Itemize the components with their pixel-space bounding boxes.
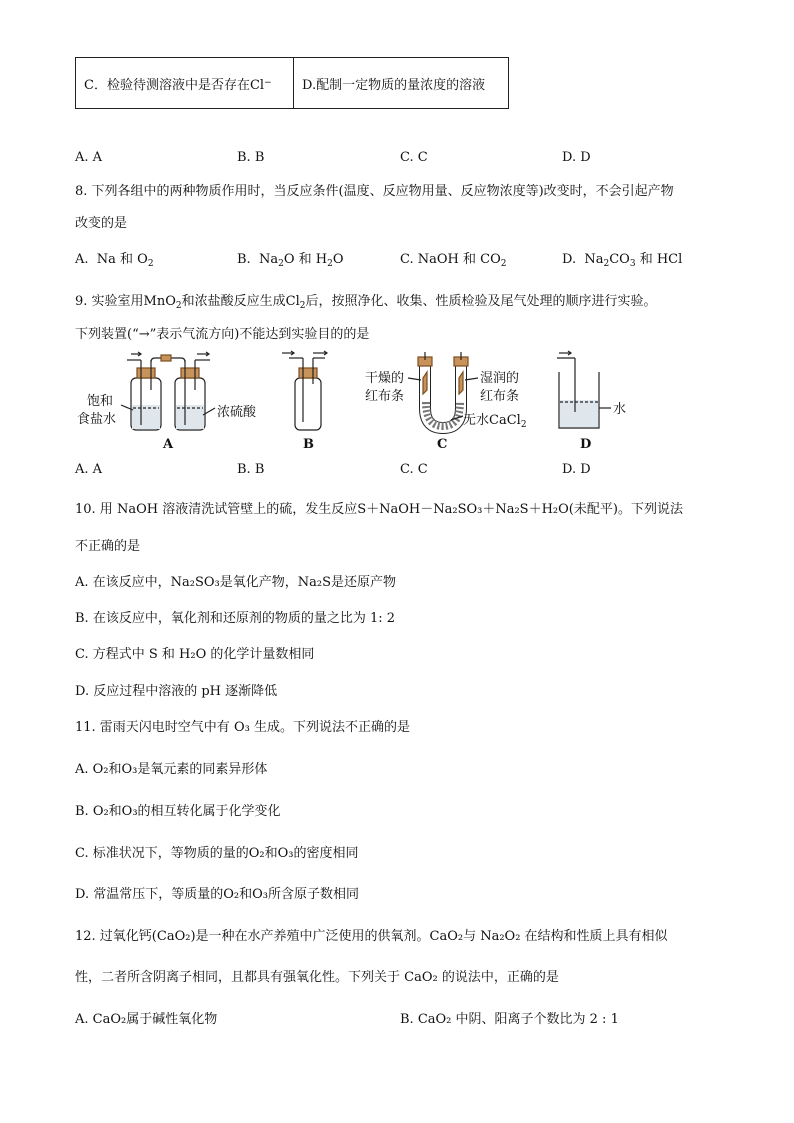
q8-option-a: [75, 248, 154, 267]
q9-l1-b: 和浓盐酸反应生成Cl: [181, 294, 300, 309]
q8-b-label: B.: [237, 252, 251, 267]
q11-option-b: B. O₂和O₃的相互转化属于化学变化: [75, 804, 281, 819]
q9-l1-s2: 2: [299, 301, 306, 311]
q8-option-d: [562, 248, 682, 267]
q8-d-t1: Na: [584, 252, 604, 267]
q9-l1-a: 9. 实验室用MnO: [75, 294, 176, 309]
q8-d-label: D.: [562, 252, 577, 267]
apparatus-a: [121, 352, 215, 430]
q10-stem-line1: [75, 498, 683, 517]
q9-option-a: A. A: [75, 462, 103, 477]
q10-option-c: C. 方程式中 S 和 H₂O 的化学计量数相同: [75, 647, 315, 662]
label-c-bottom: [463, 412, 527, 430]
q7-option-b: B. B: [237, 150, 265, 165]
q9-l1-s1: 2: [175, 301, 182, 311]
q10-option-b: B. 在该反应中，氧化剂和还原剂的物质的量之比为 1: 2: [75, 611, 396, 626]
q9-option-b: B. B: [237, 462, 265, 477]
q11-stem: 11. 雷雨天闪电时空气中有 O₃ 生成。下列说法不正确的是: [75, 720, 410, 735]
q8-stem-line1: 8. 下列各组中的两种物质作用时，当反应条件(温度、反应物用量、反应物浓度等)改变时，不会引起产物: [75, 184, 674, 199]
q8-a-text: Na 和 O: [96, 252, 148, 267]
label-c-left-1: 干燥的: [365, 371, 405, 386]
label-c-left-2: 红布条: [365, 389, 405, 404]
table-cell-c: C．检验待测溶液中是否存在Cl −: [76, 58, 294, 108]
q9-option-c: C. C: [400, 462, 428, 477]
q11-option-a: A. O₂和O₃是氧元素的同素异形体: [75, 762, 268, 777]
cell-c-text: C．检验待测溶液中是否存在Cl: [84, 77, 265, 93]
q8-option-b: [237, 248, 344, 267]
q12-option-b: B. CaO₂ 中阴、阳离子个数比为 2 : 1: [400, 1012, 619, 1027]
q11-option-c: C. 标准状况下，等物质的量的O₂和O₃的密度相同: [75, 846, 359, 861]
q8-d-s2: 3: [629, 259, 636, 269]
q8-b-t1: Na: [258, 252, 279, 267]
q9-stem-line2: 下列装置(“→”表示气流方向)不能达到实验目的的是: [75, 327, 370, 342]
q8-b-s2: 2: [327, 259, 333, 269]
q8-b-t3: O: [332, 252, 344, 267]
q8-a-sub: 2: [147, 259, 154, 269]
q8-option-c: [400, 248, 506, 267]
label-c-right-2: 红布条: [480, 389, 520, 404]
q10-option-d: D. 反应过程中溶液的 pH 逐渐降低: [75, 684, 278, 699]
q12-stem-line2: 性，二者所含阴离子相同，且都具有强氧化性。下列关于 CaO₂ 的说法中，正确的是: [75, 970, 559, 985]
q8-stem-line2: 改变的是: [75, 216, 128, 231]
cell-d-text: D.配制一定物质的量浓度的溶液: [302, 77, 486, 93]
q10-option-a: A. 在该反应中，Na₂SO₃是氧化产物，Na₂S是还原产物: [75, 575, 397, 590]
label-a: A: [163, 437, 174, 452]
q8-d-t2: CO: [609, 252, 630, 267]
label-a-left-1: 饱和: [87, 394, 114, 409]
label-a-right: 浓硫酸: [217, 405, 257, 420]
label-b: B: [303, 437, 314, 452]
label-c-bottom-text: 无水CaCl: [463, 413, 521, 428]
q8-b-t2: O 和 H: [283, 252, 328, 267]
label-d: D: [580, 437, 592, 452]
q7-option-c: C. C: [400, 150, 428, 165]
q11-option-d: D. 常温常压下，等质量的O₂和O₃所含原子数相同: [75, 887, 359, 902]
q8-c-text: C. NaOH 和 CO: [400, 252, 501, 267]
q10-l1-b: (未配平)。下列说法: [568, 502, 683, 517]
q9-l1-c: 后，按照净化、收集、性质检验及尾气处理的顺序进行实验。: [305, 294, 657, 309]
label-c-right-1: 湿润的: [480, 371, 520, 386]
label-a-left-2: 食盐水: [77, 412, 117, 427]
table-cell-d: [294, 58, 508, 108]
q8-d-s1: 2: [603, 259, 610, 269]
q10-equation: S＋NaOH－Na₂SO₃＋Na₂S＋H₂O: [357, 502, 569, 517]
label-d-right: 水: [613, 402, 627, 417]
q12-option-a: A. CaO₂属于碱性氧化物: [75, 1012, 218, 1027]
q10-l1-a: 10. 用 NaOH 溶液清洗试管壁上的硫，发生反应: [75, 502, 358, 517]
label-c-bottom-sub: 2: [520, 420, 527, 430]
q8-b-s1: 2: [278, 259, 284, 269]
q8-a-label: A.: [75, 252, 89, 267]
q7-option-a: A. A: [75, 150, 103, 165]
q8-c-sub: 2: [500, 259, 507, 269]
q7-option-d: D. D: [562, 150, 591, 165]
apparatus-b: [282, 351, 327, 430]
q9-option-d: D. D: [562, 462, 591, 477]
q9-stem-line1: [75, 290, 656, 309]
q8-d-t3: 和 HCl: [635, 252, 683, 267]
answer-table: [75, 57, 509, 109]
q12-stem-line1: 12. 过氧化钙(CaO₂)是一种在水产养殖中广泛使用的供氧剂。CaO₂与 Na₂O₂ 在结构和性质上具有相似: [75, 929, 668, 944]
q9-apparatus-figure: [75, 350, 635, 455]
apparatus-d: [557, 351, 611, 428]
q10-stem-line2: 不正确的是: [75, 539, 141, 554]
label-c: C: [437, 437, 448, 452]
